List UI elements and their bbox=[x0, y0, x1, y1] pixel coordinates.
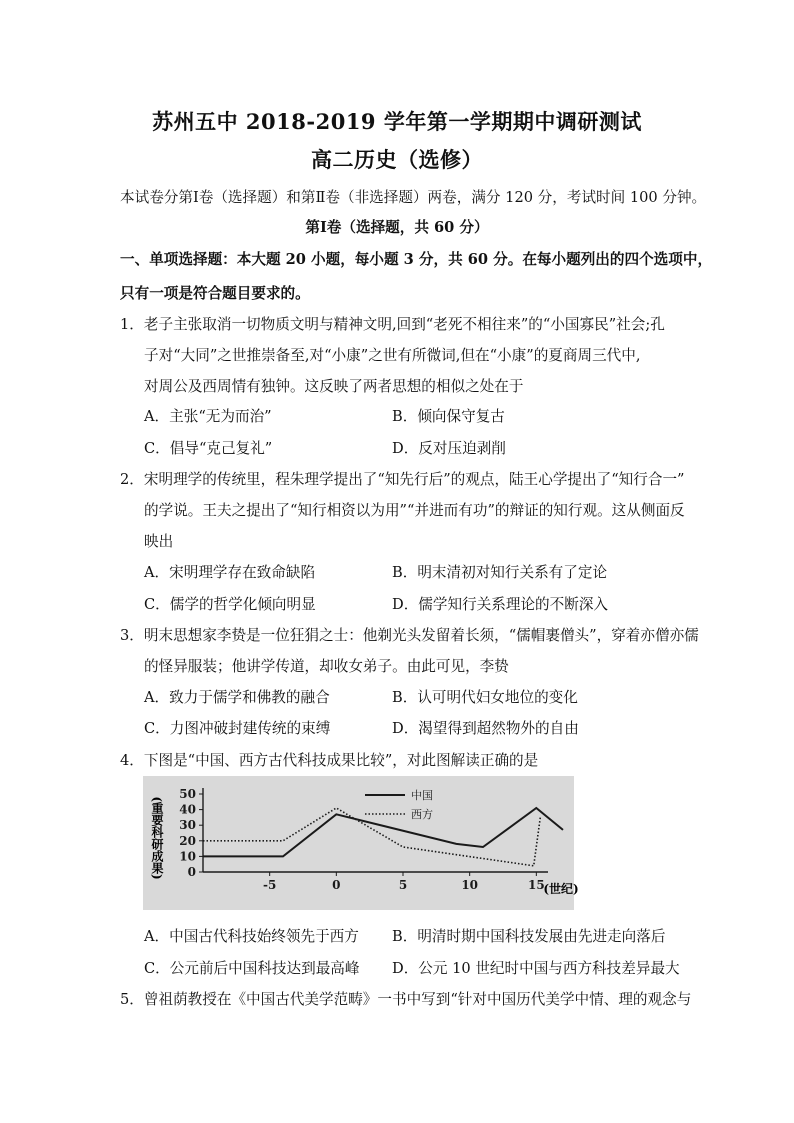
question-1-option-a[interactable]: A．主张“无为而治” bbox=[144, 408, 272, 425]
chart-x-tick-label: 15 bbox=[527, 878, 545, 892]
question-1-line-1: 1．老子主张取消一切物质文明与精神文明,回到“老死不相往来”的“小国寡民”社会;孔 bbox=[120, 316, 665, 333]
question-1-line-2: 子对“大同”之世推崇备至,对“小康”之世有所微词,但在“小康”的夏商周三代中, bbox=[144, 347, 641, 364]
chart-y-tick-label: 20 bbox=[179, 833, 196, 848]
question-3-option-b[interactable]: B．认可明代妇女地位的变化 bbox=[392, 689, 578, 706]
chart-x-tick-label: 0 bbox=[332, 878, 341, 892]
chart-series-china bbox=[203, 808, 563, 856]
exam-intro: 本试卷分第Ⅰ卷（选择题）和第Ⅱ卷（非选择题）两卷，满分 120 分，考试时间 100 分钟。 bbox=[120, 189, 707, 206]
question-5-line-1: 5．曾祖荫教授在《中国古代美学范畴》一书中写到“针对中国历代美学中情、理的观念与 bbox=[120, 991, 692, 1008]
exam-title: 苏州五中 2018-2019 学年第一学期期中调研测试 bbox=[152, 109, 642, 134]
question-2-option-a[interactable]: A．宋明理学存在致命缺陷 bbox=[144, 564, 316, 581]
question-2-line-1: 2．宋明理学的传统里，程朱理学提出了“知先行后”的观点，陆王心学提出了“知行合一” bbox=[120, 471, 685, 488]
chart-legend-label: 西方 bbox=[411, 808, 433, 821]
question-2-line-3: 映出 bbox=[144, 533, 174, 550]
chart-legend-label: 中国 bbox=[411, 789, 433, 802]
question-3-option-c[interactable]: C．力图冲破封建传统的束缚 bbox=[144, 720, 331, 737]
question-2-option-d[interactable]: D．儒学知行关系理论的不断深入 bbox=[392, 596, 609, 613]
chart-legend bbox=[365, 788, 433, 821]
question-4-option-d[interactable]: D．公元 10 世纪时中国与西方科技差异最大 bbox=[392, 960, 680, 977]
exam-subtitle: 高二历史（选修） bbox=[311, 147, 483, 172]
question-2-option-c[interactable]: C．儒学的哲学化倾向明显 bbox=[144, 596, 316, 613]
question-3-option-d[interactable]: D．渴望得到超然物外的自由 bbox=[392, 720, 579, 737]
chart-ylabel: (重要科研成果) bbox=[150, 796, 164, 880]
question-1-option-d[interactable]: D．反对压迫剥削 bbox=[392, 440, 506, 457]
chart-y-tick-label: 30 bbox=[179, 818, 196, 833]
chart-y-tick-label: 0 bbox=[187, 865, 196, 879]
chart-xlabel: (世纪) bbox=[543, 882, 579, 896]
chart-y-tick-label: 10 bbox=[179, 849, 196, 864]
question-3-line-2: 的怪异服装；他讲学传道，却收女弟子。由此可见，李贽 bbox=[144, 658, 509, 675]
question-1-option-b[interactable]: B．倾向保守复古 bbox=[392, 408, 505, 425]
chart-svg bbox=[143, 776, 579, 910]
question-4-line-1: 4．下图是“中国、西方古代科技成果比较”，对此图解读正确的是 bbox=[120, 752, 539, 769]
instruction-line-2: 只有一项是符合题目要求的。 bbox=[120, 285, 310, 302]
question-2-option-b[interactable]: B．明末清初对知行关系有了定论 bbox=[392, 564, 608, 581]
question-3-option-a[interactable]: A．致力于儒学和佛教的融合 bbox=[144, 689, 330, 706]
question-4-option-b[interactable]: B．明清时期中国科技发展由先进走向落后 bbox=[392, 928, 666, 945]
question-4-option-c[interactable]: C．公元前后中国科技达到最高峰 bbox=[144, 960, 360, 977]
chart-x-tick-label: 5 bbox=[398, 878, 408, 892]
question-1-option-c[interactable]: C．倡导“克己复礼” bbox=[144, 440, 273, 457]
chart-y-tick-label: 40 bbox=[179, 802, 196, 817]
instruction-line-1: 一、单项选择题：本大题 20 小题，每小题 3 分，共 60 分。在每小题列出的四个选项中， bbox=[120, 251, 713, 268]
section-heading: 第Ⅰ卷（选择题，共 60 分） bbox=[305, 219, 489, 236]
question-1-line-3: 对周公及西周情有独钟。这反映了两者思想的相似之处在于 bbox=[144, 378, 524, 395]
chart-y-tick-label: 50 bbox=[179, 787, 196, 801]
science-comparison-chart bbox=[143, 776, 579, 910]
question-2-line-2: 的学说。王夫之提出了“知行相资以为用”“并进而有功”的辩证的知行观。这从侧面反 bbox=[144, 502, 685, 519]
chart-series bbox=[203, 808, 563, 866]
chart-x-tick-label: 10 bbox=[461, 878, 479, 892]
question-3-line-1: 3．明末思想家李贽是一位狂狷之士：他剃光头发留着长须，“儒帽裹僧头”，穿着亦僧亦儒 bbox=[120, 627, 699, 644]
chart-x-tick-label: -5 bbox=[262, 878, 277, 892]
question-4-option-a[interactable]: A．中国古代科技始终领先于西方 bbox=[144, 928, 359, 945]
